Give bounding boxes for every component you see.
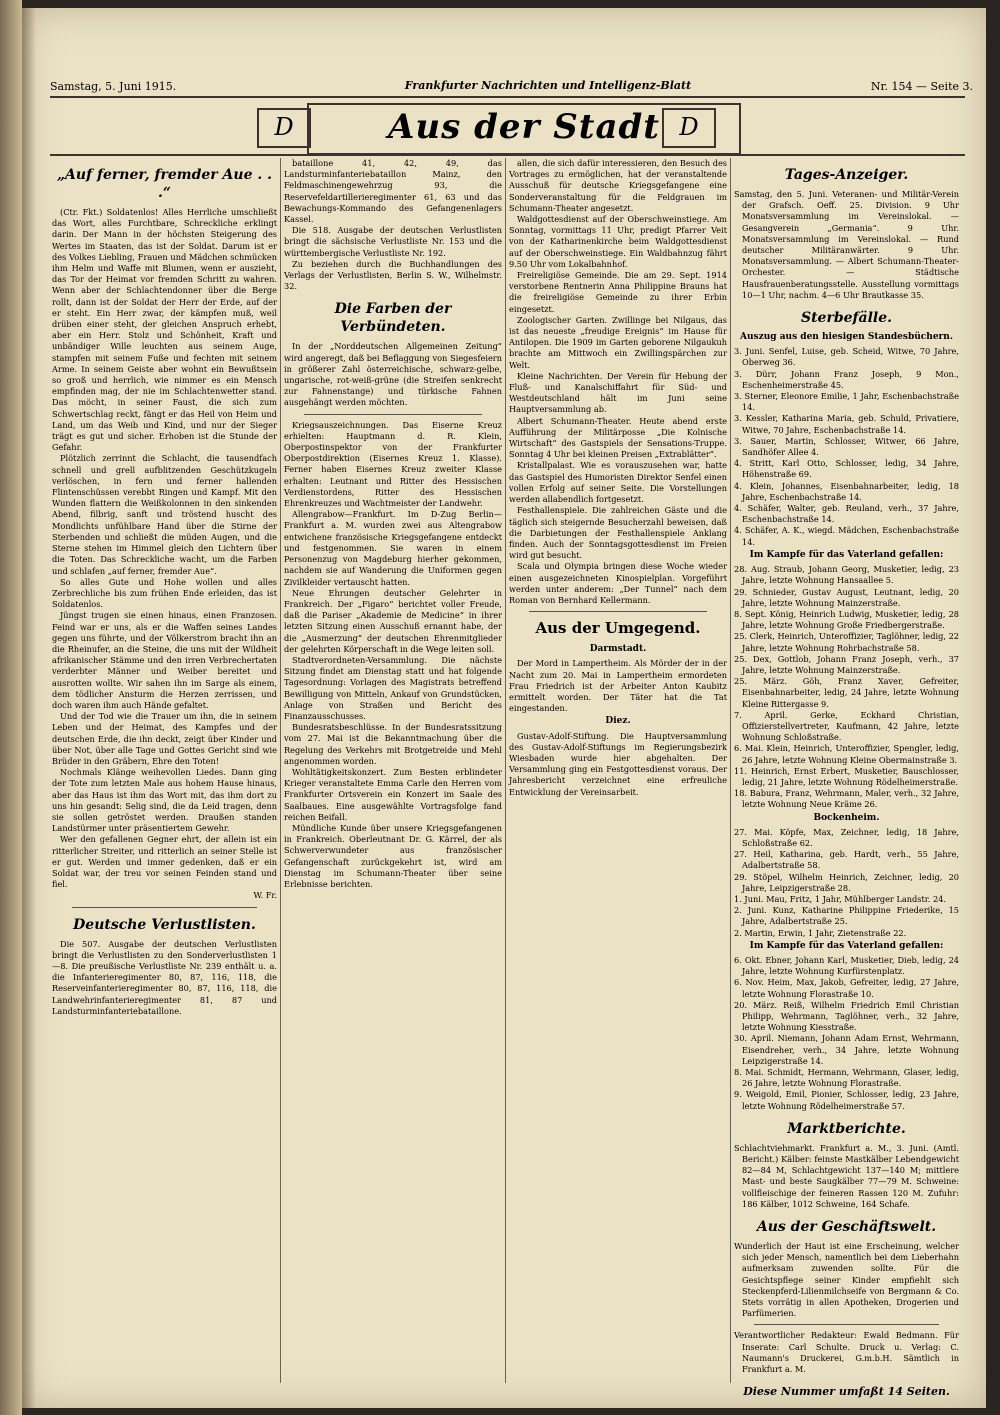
article-paragraph: Nochmals Klänge weihevollen Liedes. Dann ging der Tote zum letzten Male aus hohem Hause hinaus, aber das Haus ist ihm das Wort mit, das ihm dort zu uns hin gesandt: Selig sind, die da Leid tragen, denn sie sollen getröstet werden. Draußen standen Landstürmer unter präsentiertem Gewehr. xyxy=(52,767,277,834)
death-notice-entry: 8. Sept. König, Heinrich Ludwig, Musketier, ledig, 28 Jahre, letzte Wohnung Große Friedbergerstraße. xyxy=(734,608,959,631)
column-divider-1 xyxy=(280,158,281,1383)
death-notice-entry: 3. Sauer, Martin, Schlosser, Witwer, 66 Jahre, Sandhöfer Allee 4. xyxy=(734,435,959,458)
article-paragraph: In der „Norddeutschen Allgemeinen Zeitung“ wird angeregt, daß bei Beflaggung von Siegesfeiern in größerer Zahl österreichische, schwarz-gelbe, ungarische, rot-weiß-grüne (die Streifen senkrecht zur Fahnenstange) und türkische Fahnen ausgehängt werden möchten. xyxy=(284,341,502,408)
imprint: Verantwortlicher Redakteur: Ewald Bedmann. Für Inserate: Carl Schulte. Druck u. Verlag: C. Naumann's Druckerei, G.m.b.H. Sämtlich in Frankfurt a. M. xyxy=(734,1330,959,1375)
article-paragraph: Allengrabow—Frankfurt. Im D-Zug Berlin—Frankfurt a. M. wurden zwei aus Altengrabow entwichene französische Kriegsgefangene entdeckt und festgenommen. Sie waren in einem Personenzug von Magdeburg hierher gekommen, nachdem sie auf Wanderung die Uniformen gegen Zivilkleider vertauscht hatten. xyxy=(284,509,502,587)
death-notice-entry: 4. Schäfer, A. K., wiegd. Mädchen, Eschenbachstraße 14. xyxy=(734,525,959,547)
article-signature: W. Fr. xyxy=(253,890,277,901)
article-paragraph: Kriegsauszeichnungen. Das Eiserne Kreuz erhielten: Hauptmann d. R. Klein, Oberpostinspektor von der Frankfurter Oberpostdirektion (Eisernes Kreuz 1. Klasse). Ferner haben Eisernes Kreuz zweiter Klasse erhalten: Leutnant und Ritter des Hessischen Verdienstordens, Ritter des Hessischen Ehrenkreuzes und Wachtmeister der Landwehr. xyxy=(284,419,502,509)
article-paragraph: Die 518. Ausgabe der deutschen Verlustlisten bringt die sächsische Verlustliste Nr. 153 und die württembergische Verlustliste Nr. 192. xyxy=(284,225,502,258)
death-notice-entry: 6. Mai. Klein, Heinrich, Unteroffizier, Spengler, ledig, 26 Jahre, letzte Wohnung Kleine Obermainstraße 3. xyxy=(734,743,959,765)
column-divider-2 xyxy=(505,158,506,1383)
death-notice-list xyxy=(734,346,959,548)
article-paragraph: Wer den gefallenen Gegner ehrt, der allein ist ein ritterlicher Streiter, und ritterlich an seiner Stelle ist er gut. Werden und immer gedenken, daß er ein Soldat war, der treu vor seinen Feinden stand und fiel. xyxy=(52,834,277,890)
subheading: Im Kampfe für das Vaterland gefallen: xyxy=(749,940,944,951)
dateline-darmstadt: Darmstadt. xyxy=(589,644,647,655)
section-title-tages-anzeiger: Tages-Anzeiger. xyxy=(784,167,909,183)
article-paragraph: Gustav-Adolf-Stiftung. Die Hauptversammlung des Gustav-Adolf-Stiftungs im Regierungsbezirk Wiesbaden wurde hier abgehalten. Der Versammlung ging ein Festgottesdienst voraus. Der Jahresbericht verzeichnet eine erfreuliche Entwicklung der Vereinsarbeit. xyxy=(509,730,727,797)
death-notice-entry: 1. Juni. Mau, Fritz, 1 Jahr, Mühlberger Landstr. 24. xyxy=(734,893,947,904)
article-title-verlustlisten: Deutsche Verlustlisten. xyxy=(73,916,256,933)
ornament-left: D xyxy=(257,108,311,148)
section-title-umgegend: Aus der Umgegend. xyxy=(535,619,701,638)
article-paragraph: Der Mord in Lampertheim. Als Mörder der in der Nacht zum 20. Mai in Lampertheim ermordeten Frau Friedrich ist der Arbeiter Anton Kaubitz ermittelt worden. Der Täter hat die Tat eingestanden. xyxy=(509,658,727,714)
article-paragraph: allen, die sich dafür interessieren, den Besuch des Vortrages zu ermöglichen, hat der veranstaltende Ausschuß für deutsche Kriegsgefangene eine Sonderveranstaltung für die Feldgrauen im Schumann-Theater angesetzt. xyxy=(509,158,727,213)
header-rule xyxy=(50,154,965,156)
death-notice-entry: 29. Stöpel, Wilhelm Heinrich, Zeichner, ledig, 20 Jahre, Leipzigerstraße 28. xyxy=(734,871,959,893)
separator xyxy=(304,414,482,415)
death-notice-entry: 4. Stritt, Karl Otto, Schlosser, ledig, 34 Jahre, Höhenstraße 69. xyxy=(734,458,959,480)
article-paragraph: Albert Schumann-Theater. Heute abend erste Aufführung der Militärposse „Die Kolnische Wirtschaft“ des Gastspiels der Sensations-Truppe. Sonntag 4 Uhr bei kleinen Preisen „Extrablätter“. xyxy=(509,415,727,460)
masthead-paper-name: Frankfurter Nachrichten und Intelligenz-Blatt xyxy=(404,79,692,92)
fallen-soldiers-list xyxy=(734,955,959,1112)
section-title: Aus der Stadt xyxy=(387,107,660,147)
article-title-farben: Die Farben der Verbündeten. xyxy=(334,301,452,336)
death-notice-list xyxy=(734,827,959,939)
article-paragraph: (Ctr. Fkt.) Soldatenlos! Alles Herrliche umschließt das Wort, alles Furchtbare, Schreckliche erklingt darin. Der Mann in der höchsten Steigerung des Wertes im Staaten, das ist der Soldat. Darum ist er des Volkes Liebling, Frauen und Mädchen schmücken ihm Helm und Waffe mit Blumen, wenn er auszieht, das Tor der Heimat vor fremden Schritt zu wahren. Wenn aber der Schlachtendonner über die Berge rollt, dann ist der Soldat der Herr der Erde, auf der er steht. Ein Herr zwar, der kämpfen muß, weil drüben einer steht, der gleichen Anspruch erhebt, aber ein Herr. Stolz und Schönheit, Kraft und unbändiger Wille leuchten aus seinem Auge, stampfen mit seinem Fuße und fechten mit seinem Arme. In seinem Geiste aber wohnt ein Bewußtsein so groß und herrlich, wie nimmer es ein Mensch empfinden mag, der nie im Schlachtenwetter stand. Das möcht, in seiner Faust, die sich zum Schwertschlag reckt, fängt er das Heil von Heim und Land, um das Weib und Kind, und nur der Sieger trägt es gut und sicher. Erhoben ist die Stunde der Gefahr. xyxy=(52,207,277,453)
article-paragraph: Samstag, den 5. Juni. Veteranen- und Militär-Verein der Grafsch. Oeff. 25. Division. 9 Uhr Monatsversammlung im Vereinslokal. — Gesangverein „Germania“. 9 Uhr. Monatsversammlung im Vereinslokal. — Rund deutscher Militäranwärter. 9 Uhr. Monatsversammlung. — Albert Schumann-Theater-Orchester. — Städtische Hausfrauenberatungsstelle. Ausstellung vormittags 10—1 Uhr, nachm. 4—6 Uhr Brautkasse 35. xyxy=(734,189,959,300)
death-notice-entry: 25. Clerk, Heinrich, Unteroffizier, Taglöhner, ledig, 22 Jahre, letzte Wohnung Rohrbachstraße 58. xyxy=(734,631,959,653)
masthead-issue: Nr. 154 — Seite 3. xyxy=(870,80,973,93)
separator xyxy=(72,907,257,908)
section-title-marktberichte: Marktberichte. xyxy=(787,1120,906,1137)
article-paragraph: Mündliche Kunde über unsere Kriegsgefangenen in Frankreich. Oberleutnant Dr. G. Kärrel, der als Schwerverwundeter aus französischer Gefangenschaft zurückgekehrt ist, wird am Dienstag im Schumann-Theater über seine Erlebnisse berichten. xyxy=(284,822,502,889)
article-paragraph: Zu beziehen durch die Buchhandlungen des Verlags der Verlustlisten, Berlin S. W., Wilhelmstr. 32. xyxy=(284,258,502,292)
subheading: Im Kampfe für das Vaterland gefallen: xyxy=(749,549,944,560)
death-notice-entry: 8. Mai. Schmidt, Hermann, Wehrmann, Glaser, ledig, 26 Jahre, letzte Wohnung Florastraße. xyxy=(734,1067,959,1089)
death-notice-entry: 9. Weigold, Emil, Pionier, Schlosser, ledig, 23 Jahre, letzte Wohnung Rödelheimerstraße 57. xyxy=(734,1089,959,1111)
article-paragraph: So alles Gute und Hohe wollen und alles Zerbrechliche bis zum frühen Ende erleiden, das ist Soldatenlos. xyxy=(52,576,277,610)
death-notice-entry: 25. Dex, Gottlob, Johann Franz Joseph, verh., 37 Jahre, letzte Wohnung Mainzerstraße. xyxy=(734,653,959,675)
article-paragraph: Neue Ehrungen deutscher Gelehrter in Frankreich. Der „Figaro“ berichtet voller Freude, daß die Pariser „Akademie de Medicine“ in ihrer letzten Sitzung einen Ausschuß ernannt habe, der die „Ausmerzung“ der deutschen Ehrenmitglieder der gelehrten Körperschaft in die Wege leiten soll. xyxy=(284,587,502,654)
article-title-ferner-aue: „Auf ferner, fremder Aue . . .“ xyxy=(57,167,272,201)
article-paragraph: Kristallpalast. Wie es vorauszusehen war, hatte das Gastspiel des Humoristen Direktor Senfel einen vollen Erfolg auf seiner Seite. Die Vorstellungen werden allabendlich fortgesetzt. xyxy=(509,460,727,505)
death-notice-entry: 28. Aug. Straub, Johann Georg, Musketier, ledig, 23 Jahre, letzte Wohnung Hansaallee 5. xyxy=(734,564,959,586)
binding-gutter xyxy=(0,0,22,1415)
death-notice-entry: 25. März. Göh, Franz Xaver, Gefreiter, Eisenbahnarbeiter, ledig, 24 Jahre, letzte Wohnung Kleine Rittergasse 9. xyxy=(734,676,959,709)
article-paragraph: Wohltätigkeitskonzert. Zum Besten erblindeter Krieger veranstaltete Emma Carle den Herren vom Frankfurter Ortsverein ein Konzert im Saale des Saalbaues. Eine ausgewählte Vortragsfolge fand reichen Beifall. xyxy=(284,766,502,822)
death-notice-entry: 6. Okt. Ebner, Johann Karl, Musketier, Dieb, ledig, 24 Jahre, letzte Wohnung Kurfürstenplatz. xyxy=(734,955,959,977)
article-paragraph: Plötzlich zerrinnt die Schlacht, die tausendfach schnell und grell aufblitzenden Geschützkugeln verlöschen, in fern und ferner hallenden Flintenschüssen verebbt Ringen und Kampf. Mit den Wunden flattern die Weißkolonnen in den sinkenden Abend, filbrig, sanft und tröstend huscht des Mondlichts unfühlbare Hand über die Stirne der Sterbenden und schließt die müden Augen, und die Sterne stehen im Himmel gleich den Lichtern über die Toten. Das Schreckliche wacht, um die Farben und schlafen „auf ferner, fremder Aue“. xyxy=(52,453,277,576)
column-2 xyxy=(284,158,502,1388)
subheading-bockenheim: Bockenheim. xyxy=(813,812,880,823)
masthead-rule xyxy=(50,96,965,98)
column-1 xyxy=(52,158,277,1388)
death-notice-entry: 2. Juni. Kunz, Katharine Philippine Friederike, 15 Jahre, Adalbertstraße 25. xyxy=(734,905,959,927)
death-notice-entry: 30. April. Niemann, Johann Adam Ernst, Wehrmann, Eisendreher, verh., 34 Jahre, letzte Wohnung Leipzigerstraße 14. xyxy=(734,1033,959,1066)
article-paragraph: Stadtverordneten-Versammlung. Die nächste Sitzung findet am Dienstag statt und hat folgende Tagesordnung: Vorlagen des Magistrats betreffend Bewilligung von Mitteln, Ankauf von Grundstücken, Anlage von Straßen und Bericht des Finanzausschusses. xyxy=(284,654,502,721)
page-content xyxy=(22,8,986,1408)
article-paragraph: Wunderlich der Haut ist eine Erscheinung, welcher sich jeder Mensch, namentlich bei dem Lieberhahn aufmerksam zuwenden sollte. Für die Gesichtspflege seiner Kinder empfiehlt sich Steckenpferd-Lilienmilchseife von Bergmann & Co. Stets vorrätig in allen Apotheken, Drogerien und Parfümerien. xyxy=(734,1241,959,1319)
separator xyxy=(529,611,707,612)
article-paragraph: bataillone 41, 42, 49, das Landsturminfanteriebataillon Mainz, den Feldmaschinengewehrzug 93, die Reservefeldartillerieregimenter 61, 63 und das Bewachungs-Kommando des Gefangenenlagers Kassel. xyxy=(284,158,502,225)
article-paragraph: Waldgottesdienst auf der Oberschweinstiege. Am Sonntag, vormittags 11 Uhr, predigt Pfarrer Veit von der Katharinenkirche beim Waldgottesdienst auf der Oberschweinstiege. Ein Waldbahnzug fährt 9.50 Uhr vom Lokalbahnhof. xyxy=(509,214,727,269)
masthead-date: Samstag, 5. Juni 1915. xyxy=(50,80,177,93)
footer-page-count: Diese Nummer umfaßt 14 Seiten. xyxy=(743,1385,950,1399)
column-4 xyxy=(734,158,959,1399)
death-notice-entry: 6. Nov. Heim, Max, Jakob, Gefreiter, ledig, 27 Jahre, letzte Wohnung Florastraße 10. xyxy=(734,977,959,999)
fallen-soldiers-list xyxy=(734,564,959,810)
death-notice-entry: 4. Klein, Johannes, Eisenbahnarbeiter, ledig, 18 Jahre, Eschenbachstraße 14. xyxy=(734,480,959,502)
death-notice-entry: 18. Babura, Franz, Wehrmann, Maler, verh., 32 Jahre, letzte Wohnung Neue Kräme 26. xyxy=(734,788,959,810)
death-notice-entry: 3. Dürr, Johann Franz Joseph, 9 Mon., Eschenheimerstraße 45. xyxy=(734,368,959,390)
section-title-geschaeftswelt: Aus der Geschäftswelt. xyxy=(756,1219,937,1236)
article-paragraph: Festhallenspiele. Die zahlreichen Gäste und die täglich sich steigernde Besucherzahl beweisen, daß die Darbietungen der Festhallenspiele Anklang finden. Auch der Sonntagsgottesdienst im Freien wird gut besucht. xyxy=(509,505,727,561)
subheading: Auszug aus den hiesigen Standesbüchern. xyxy=(740,332,953,343)
death-notice-entry: 3. Sterner, Eleonore Emilie, 1 Jahr, Eschenbachstraße 14. xyxy=(734,391,959,413)
death-notice-entry: 3. Kessler, Katharina Maria, geb. Schuld, Privatiere, Witwe, 70 Jahre, Eschenbachstraße 14. xyxy=(734,413,959,435)
death-notice-entry: 11. Heinrich, Ernst Erbert, Musketier, Bauschlosser, ledig, 21 Jahre, letzte Wohnung Rödelheimerstraße. xyxy=(734,765,959,787)
article-paragraph: Schlachtviehmarkt. Frankfurt a. M., 3. Juni. (Amtl. Bericht.) Kälber: feinste Mastkälber Lebendgewicht 82—84 M, Schlachtgewicht 137—140 M; mittlere Mast- und beste Saugkälber 77—79 M. Schweine: vollfleischige der feineren Rassen 120 M. Zufuhr: 186 Kälber, 1012 Schweine, 164 Schafe. xyxy=(734,1142,959,1209)
separator xyxy=(754,1324,939,1325)
death-notice-entry: 2. Martin, Erwin, 1 Jahr, Zietenstraße 22. xyxy=(734,927,907,938)
dateline-diez: Diez. xyxy=(605,716,631,727)
article-paragraph: Scala und Olympia bringen diese Woche wieder einen ausgezeichneten Kinospielplan. Vorgeführt werden unter anderem: „Der Tunnel“ nach dem Roman von Bernhard Kellermann. xyxy=(509,561,727,605)
article-paragraph: Zoologischer Garten. Zwillinge bei Nilgaus, das ist das neueste „freudige Ereignis“ im Hause für Antilopen. Die 1909 im Garten geborene Nilgaukuh brachte am Mittwoch ein Zwillingspärchen zur Welt. xyxy=(509,314,727,370)
death-notice-entry: 27. Heil, Katharina, geb. Hardt, verh., 55 Jahre, Adalbertstraße 58. xyxy=(734,849,959,871)
death-notice-entry: 4. Schäfer, Walter, geb. Reuland, verh., 37 Jahre, Eschenbachstraße 14. xyxy=(734,503,959,525)
section-title-sterbefaelle: Sterbefälle. xyxy=(800,310,893,327)
ornament-right: D xyxy=(662,108,716,148)
death-notice-entry: 29. Schnieder, Gustav August, Leutnant, ledig, 20 Jahre, letzte Wohnung Mainzerstraße. xyxy=(734,586,959,608)
article-paragraph: Und der Tod wie die Trauer um ihn, die in seinem Leben und der Heimat, des Kampfes und der deutschen Erde, die ihn deckt, zeigt über Kinder und über Not, über alle Tage und Gottes Gericht sind wie Brüder in den Gräbern, Ehre den Toten! xyxy=(52,711,277,766)
column-3 xyxy=(509,158,727,1388)
article-paragraph: Die 507. Ausgabe der deutschen Verlustlisten bringt die Verlustlisten zu den Sonderverlustlisten 1—8. Die preußische Verlustliste Nr. 239 enthält u. a. die Infanterieregimenter 80, 87, 116, 118, die Reserveinfanterieregimenter 80, 87, 116, 118, die Landwehrinfanterieregimenter 81, 87 und Landsturminfanteriebataillone. xyxy=(52,938,277,1016)
article-paragraph: Kleine Nachrichten. Der Verein für Hebung der Fluß- und Kanalschiffahrt für Süd- und Westdeutschland hält im Juni seine Hauptversammlung ab. xyxy=(509,370,727,415)
column-divider-3 xyxy=(730,158,731,1383)
death-notice-entry: 20. März. Reiß, Wilhelm Friedrich Emil Christian Philipp, Wehrmann, Taglöhner, verh., 32 Jahre, letzte Wohnung Kiesstraße. xyxy=(734,999,959,1033)
death-notice-entry: 3. Juni. Senfel, Luise, geb. Scheid, Witwe, 70 Jahre, Oberweg 36. xyxy=(734,346,959,368)
article-paragraph: Freireligiöse Gemeinde. Die am 29. Sept. 1914 verstorbene Rentnerin Anna Philippine Brauns hat die freireligiöse Gemeinde zu ihrer Erbin eingesetzt. xyxy=(509,270,727,314)
article-paragraph: Bundesratsbeschlüsse. In der Bundesratssitzung vom 27. Mai ist die Bekanntmachung über die Regelung des Verkehrs mit Brotgetreide und Mehl angenommen worden. xyxy=(284,722,502,766)
article-paragraph: Jüngst trugen sie einen hinaus, einen Franzosen. Feind war er uns, als er die Waffen seines Landes gegen uns führte, und der Völkerstrom bracht ihn an die Rheinufer, an die Steine, die uns mit der Wildheit afrikanischer Stämme und den irren Verbrechertaten verderbter Männer und Weiber bereitet und ausrotten wollte. Wir sahen ihn im Sarge als einem, dem tödlicher Ansturm die Herzen zerrissen, und doch waren ihm auch Hände gefaltet. xyxy=(52,610,277,710)
masthead xyxy=(38,78,973,96)
death-notice-entry: 27. Mai. Köpfe, Max, Zeichner, ledig, 18 Jahre, Schloßstraße 62. xyxy=(734,826,959,848)
death-notice-entry: 7. April. Gerke, Eckhard Christian, Offizierstellvertreter, Kaufmann, 42 Jahre, letzte Wohnung Schloßstraße. xyxy=(734,709,959,743)
